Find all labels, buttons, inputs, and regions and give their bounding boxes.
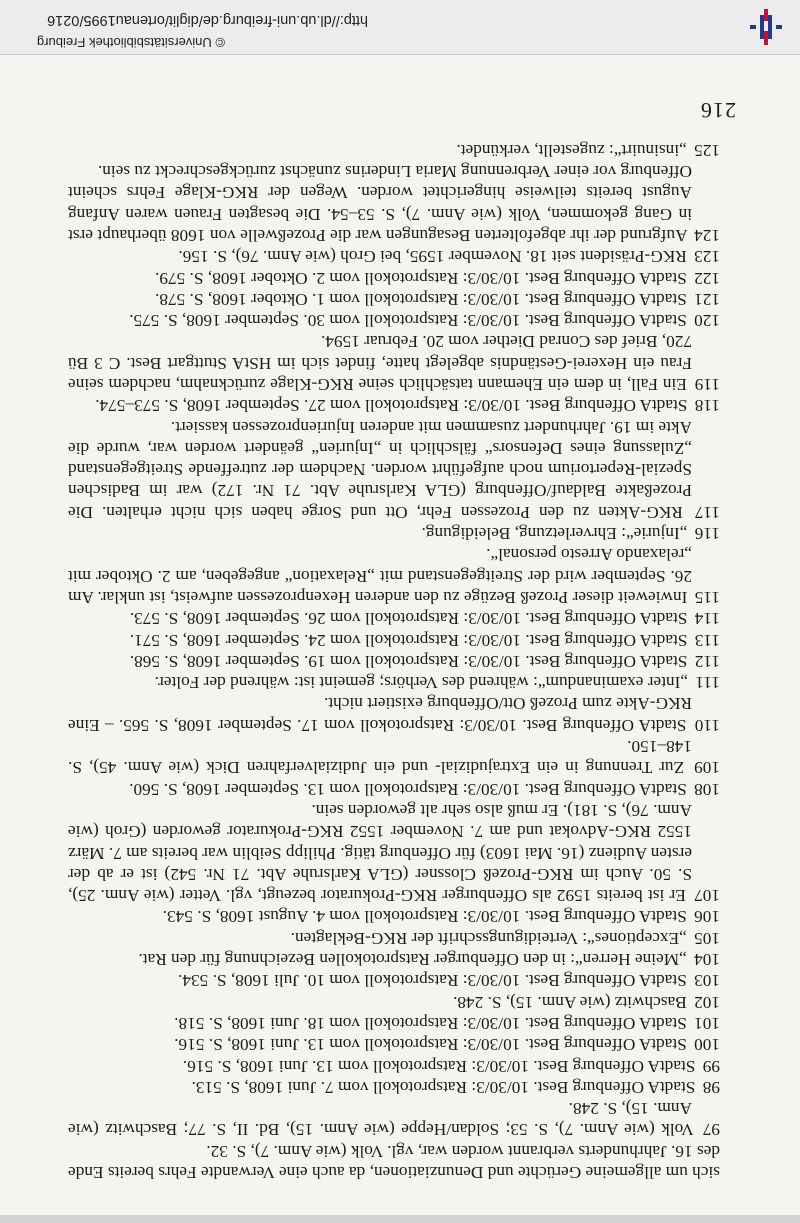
footnote-number: 121 (694, 289, 720, 309)
footnote-number: 104 (694, 950, 720, 970)
footnote-text: Ein Fall, in dem ein Ehemann tatsächlich seine RKG-Klage zurücknahm, nachdem seine Frau ein Hexerei-Geständnis abgelegt hatte, findet sich im HStA Stuttgart Best. C 3 Bü 720, Brief des Conrad Diether vom 20. Februar 1594. (68, 332, 692, 395)
footnote-text: StadtA Offenburg Best. 10/30/3: Ratsprotokoll vom 13. September 1608, S. 560. (129, 779, 687, 799)
footnote-97 (68, 1098, 720, 1141)
footnote-text: StadtA Offenburg Best. 10/30/3: Ratsprotokoll vom 7. Juni 1608, S. 513. (191, 1077, 696, 1097)
footnote-text: StadtA Offenburg Best. 10/30/3: Ratsprotokoll vom 19. September 1608, S. 568. (129, 651, 688, 671)
footnote-number: 117 (694, 502, 720, 522)
copyright-notice: © Universitätsbibliothek Freiburg (36, 35, 225, 50)
footnote-text: „Injurie“: Ehrverletzung, Beleidigung. (421, 524, 688, 544)
footnote-number: 113 (694, 630, 720, 650)
footnote-text: Inwieweit dieser Prozeß Bezüge zu den anderen Hexenprozessen aufweist, ist unklar. Am 26. September wird der Streitgegenstand mit „Relaxation“ angegeben, am 2. Oktober mit „relaxando Arresto personal“. (68, 545, 692, 607)
footnote-113 (68, 629, 720, 650)
footnote-text: „Inter examinandum“: während des Verhörs; gemeint ist: während der Folter. (154, 673, 689, 693)
footnote-number: 102 (694, 992, 720, 1012)
footnote-text: StadtA Offenburg Best. 10/30/3: Ratsprotokoll vom 2. Oktober 1608, S. 579. (155, 268, 687, 288)
document-url-link[interactable]: http://dl.ub.uni-freiburg.de/diglit/ortenau1995/0216 (47, 12, 368, 28)
footnote-text: StadtA Offenburg Best. 10/30/3: Ratsprotokoll vom 1. Oktober 1608, S. 578. (155, 289, 687, 309)
footnote-116 (68, 523, 720, 544)
footnote-text: StadtA Offenburg Best. 10/30/3: Ratsprotokoll vom 18. Juni 1608, S. 518. (174, 1013, 687, 1033)
footnote-text: Volk (wie Anm. 7), S. 53; Soldan/Heppe (wie Anm. 15), Bd. II, S. 77; Baschwitz (wie Anm. 15), S. 248. (68, 1099, 694, 1140)
footnote-number: 101 (694, 1013, 720, 1033)
footnote-number: 110 (694, 715, 720, 735)
footnote-continuation: sich um allgemeine Gerüchte und Denunziationen, da auch eine Verwandte Fehrs bereits Ende des 16. Jahrhunderts verbrannt worden war, vgl. Volk (wie Anm. 7), S. 32. (68, 1141, 720, 1182)
footnote-number: 100 (694, 1035, 720, 1055)
footnote-123 (68, 246, 720, 267)
footnote-102 (68, 991, 720, 1012)
footnote-120 (68, 310, 720, 331)
footnote-text: Zur Trennung in ein Extrajudizial- und ein Judizialverfahren Dick (wie Anm. 45), S. 148–150. (68, 737, 692, 778)
footnote-number: 123 (694, 247, 720, 267)
footnote-98 (68, 1077, 720, 1098)
footnote-text: „Exceptiones“: Verteidigungsschrift der RKG-Beklagten. (290, 928, 687, 948)
footnote-number: 122 (694, 268, 720, 288)
footnote-104 (68, 949, 720, 970)
footnote-118 (68, 395, 720, 416)
footnote-number: 119 (694, 375, 720, 395)
footnote-text: StadtA Offenburg Best. 10/30/3: Ratsprotokoll vom 24. September 1608, S. 571. (129, 630, 688, 650)
footnote-111 (68, 672, 720, 693)
footnote-number: 106 (694, 907, 720, 927)
page-number: 216 (700, 98, 736, 123)
footnotes-list (68, 139, 720, 1140)
footnote-number: 118 (694, 396, 720, 416)
footnote-number: 124 (694, 225, 720, 245)
footnote-text: StadtA Offenburg Best. 10/30/3: Ratsprotokoll vom 30. September 1608, S. 575. (129, 311, 687, 331)
footnote-number: 107 (694, 886, 720, 906)
footnote-109 (68, 736, 720, 779)
footnote-105 (68, 927, 720, 948)
footnote-text: Aufgrund der ihr abgefolterten Besagungen war die Prozeßwelle von 1608 überhaupt erst in Gang gekommen, Volk (wie Anm. 7), S. 53–54. Die besagten Frauen waren Anfang August bereits teilweise hingerichtet worden. Wegen der RKG-Klage Fehrs scheint Offenburg vor einer Verbrennung Maria Linderins zunächst zurückgeschreckt zu sein. (68, 162, 692, 245)
footnote-number: 112 (694, 651, 720, 671)
footnote-number: 98 (702, 1077, 720, 1097)
footnote-119 (68, 331, 720, 395)
footnote-number: 120 (694, 311, 720, 331)
footnote-100 (68, 1034, 720, 1055)
ub-freiburg-logo-icon (746, 7, 786, 47)
footnote-text: „insinuirt“: zugestellt, verkündet. (456, 140, 687, 160)
footnote-number: 115 (694, 587, 720, 607)
footnote-number: 116 (694, 524, 720, 544)
footnote-101 (68, 1013, 720, 1034)
footnote-number: 103 (694, 971, 720, 991)
footnote-text: Er ist bereits 1592 als Offenburger RKG-Prokurator bezeugt, vgl. Vetter (wie Anm. 25), S. 50. Auch im RKG-Prozeß Clossner (GLA Karlsruhe Abt. 71 Nr. 542) ist er ab der ersten Audienz (16. Mai 1603) für Offenburg tätig. Philipp Seiblin war bereits am 7. März 1552 RKG-Advokat und am 7. November 1552 RKG-Prokurator geworden (Groh (wie Anm. 76), S. 181). Er muß also sehr alt geworden sein. (68, 800, 692, 906)
footnote-text: StadtA Offenburg Best. 10/30/3: Ratsprotokoll vom 4. August 1608, S. 543. (162, 907, 687, 927)
footnote-text: „Meine Herren“: in den Offenburger Ratsprotokollen Bezeichnung für den Rat. (138, 950, 687, 970)
footnote-number: 97 (702, 1120, 720, 1140)
footnotes-block (68, 139, 720, 1183)
footnote-108 (68, 778, 720, 799)
footnote-125 (68, 139, 720, 160)
footnote-number: 111 (695, 673, 720, 693)
viewer-edge-bar (0, 1215, 800, 1223)
footnote-110 (68, 693, 720, 736)
footnote-number: 108 (694, 779, 720, 799)
footnote-122 (68, 267, 720, 288)
footnote-106 (68, 906, 720, 927)
footnote-text: StadtA Offenburg Best. 10/30/3: Ratsprotokoll vom 17. September 1608, S. 565. – Eine RKG-Akte zum Prozeß Ott/Offenburg existiert nicht. (68, 694, 692, 735)
footnote-number: 114 (694, 609, 720, 629)
library-footer (0, 0, 800, 55)
footnote-number: 109 (694, 758, 720, 778)
footnote-text: StadtA Offenburg Best. 10/30/3: Ratsprotokoll vom 10. Juli 1608, S. 534. (178, 971, 687, 991)
footnote-text: RKG-Präsident seit 18. November 1595, bei Groh (wie Anm. 76), S. 156. (178, 247, 687, 267)
footnote-text: StadtA Offenburg Best. 10/30/3: Ratsprotokoll vom 27. September 1608, S. 573–574. (95, 396, 688, 416)
footnote-text: StadtA Offenburg Best. 10/30/3: Ratsprotokoll vom 13. Juni 1608, S. 516. (174, 1035, 687, 1055)
footnote-text: RKG-Akten zu den Prozessen Fehr, Ott und Sorge haben sich nicht erhalten. Die Prozeßakte Baldauf/Offenburg (GLA Karlsruhe Abt. 71 Nr. 172) war im Badischen Spezial-Repertorium noch aufgeführt worden. Nachdem der zutreffende Streitgegenstand „Zulassung eines Defensors“ fälschlich in „Injurien“ geändert worden war, wurde die Akte im 19. Jahrhundert zusammen mit anderen Injurienprozessen kassiert. (68, 417, 692, 522)
footnote-text: StadtA Offenburg Best. 10/30/3: Ratsprotokoll vom 13. Juni 1608, S. 516. (182, 1056, 696, 1076)
footnote-text: Baschwitz (wie Anm. 15), S. 248. (452, 992, 687, 1012)
footnote-text: StadtA Offenburg Best. 10/30/3: Ratsprotokoll vom 26. September 1608, S. 573. (129, 609, 688, 629)
footnote-117 (68, 416, 720, 522)
footnote-103 (68, 970, 720, 991)
footnote-number: 105 (694, 928, 720, 948)
footnote-99 (68, 1055, 720, 1076)
footnote-115 (68, 544, 720, 608)
footnote-124 (68, 161, 720, 246)
footnote-number: 99 (702, 1056, 720, 1076)
footnote-112 (68, 651, 720, 672)
footnote-107 (68, 800, 720, 906)
footnote-114 (68, 608, 720, 629)
footnote-number: 125 (694, 140, 720, 160)
footnote-121 (68, 289, 720, 310)
